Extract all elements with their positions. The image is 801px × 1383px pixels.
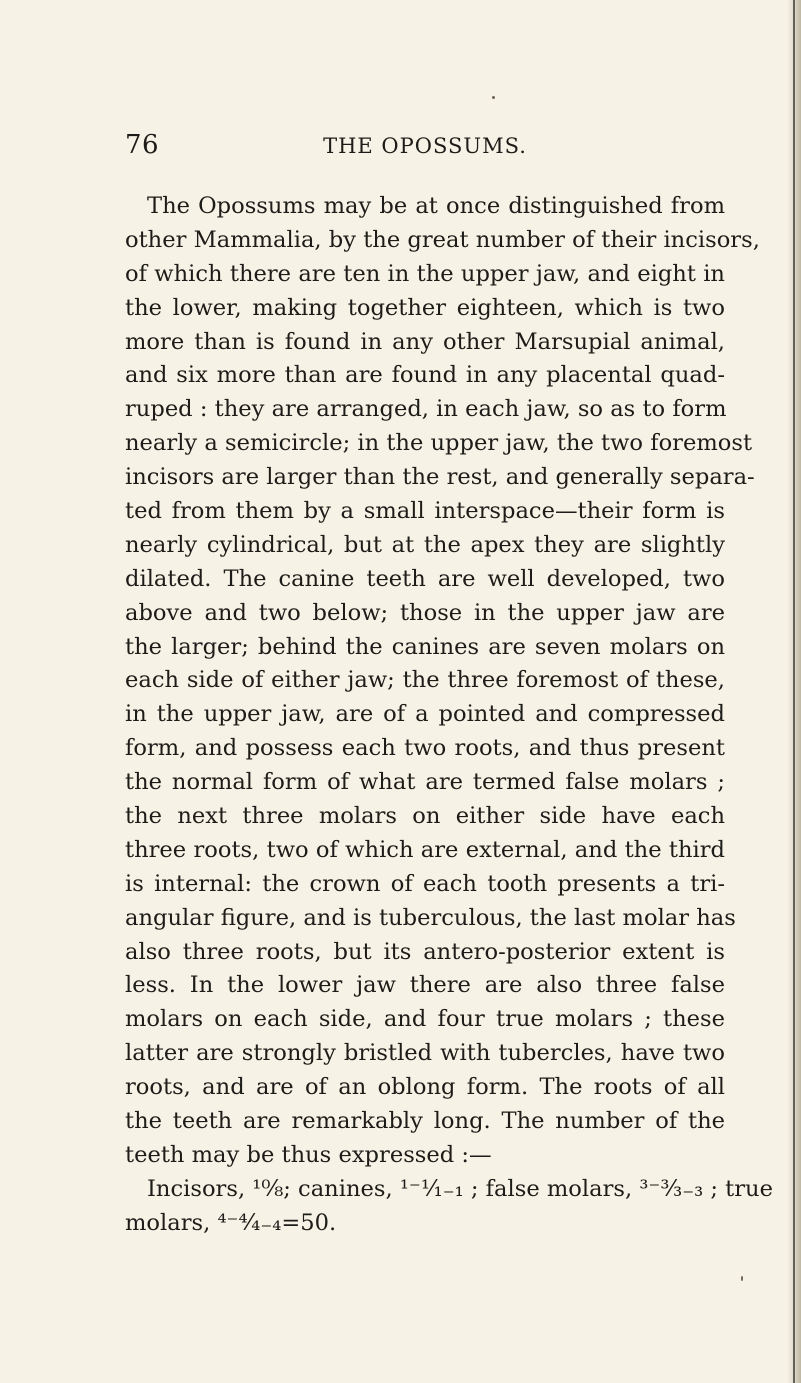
text-line: nearly a semicircle; in the upper jaw, the two foremost (125, 430, 753, 457)
text-line: the teeth are remarkably long. The number of the (125, 1108, 725, 1135)
text-line: the next three molars on either side have each (125, 803, 725, 830)
text-line: latter are strongly bristled with tubercles, have two (125, 1040, 725, 1067)
text-line: other Mammalia, by the great number of their incisors, (125, 226, 760, 253)
text-line: teeth may be thus expressed :— (125, 1141, 492, 1168)
text-line: the larger; behind the canines are seven molars on (125, 633, 725, 660)
paper-speck (492, 96, 495, 99)
page-edge (793, 0, 795, 1383)
text-line: form, and possess each two roots, and thus present (125, 735, 725, 762)
text-line: above and two below; those in the upper jaw are (125, 599, 725, 626)
text-line: incisors are larger than the rest, and generally separa- (125, 464, 755, 491)
text-line: also three roots, but its antero-posterior extent is (125, 938, 725, 965)
page-number: 76 (125, 130, 160, 160)
body-text (125, 190, 773, 1241)
dental-formula-line: Incisors, ¹⁰⁄₈; canines, ¹⁻¹⁄₁₋₁ ; false molars, ³⁻³⁄₃₋₃ ; true (147, 1175, 773, 1202)
text-line: the normal form of what are termed false molars ; (125, 769, 725, 796)
text-line: molars on each side, and four true molars ; these (125, 1006, 725, 1033)
text-line: three roots, two of which are external, and the third (125, 836, 725, 863)
text-line: The Opossums may be at once distinguished from (147, 193, 725, 219)
text-line: in the upper jaw, are of a pointed and compressed (125, 701, 725, 728)
text-line: and six more than are found in any placental quad- (125, 362, 725, 389)
text-line: less. In the lower jaw there are also three false (125, 972, 725, 999)
text-line: angular figure, and is tuberculous, the last molar has (125, 904, 736, 931)
text-line: is internal: the crown of each tooth presents a tri- (125, 870, 725, 897)
text-line: ruped : they are arranged, in each jaw, so as to form (125, 396, 727, 423)
running-head: THE OPOSSUMS. (323, 134, 527, 158)
text-line: ted from them by a small interspace—their form is (125, 498, 725, 525)
text-line: the lower, making together eighteen, which is two (125, 294, 725, 321)
text-line: nearly cylindrical, but at the apex they are slightly (125, 531, 725, 558)
text-line: more than is found in any other Marsupial animal, (125, 328, 725, 355)
text-line: dilated. The canine teeth are well developed, two (125, 565, 725, 592)
dental-formula-line: molars, ⁴⁻⁴⁄₄₋₄=50. (125, 1209, 337, 1236)
paper-speck (741, 1276, 743, 1281)
text-line: roots, and are of an oblong form. The roots of all (125, 1074, 725, 1101)
text-line: each side of either jaw; the three foremost of these, (125, 667, 725, 694)
page-header (125, 130, 725, 174)
text-line: of which there are ten in the upper jaw, and eight in (125, 260, 725, 287)
